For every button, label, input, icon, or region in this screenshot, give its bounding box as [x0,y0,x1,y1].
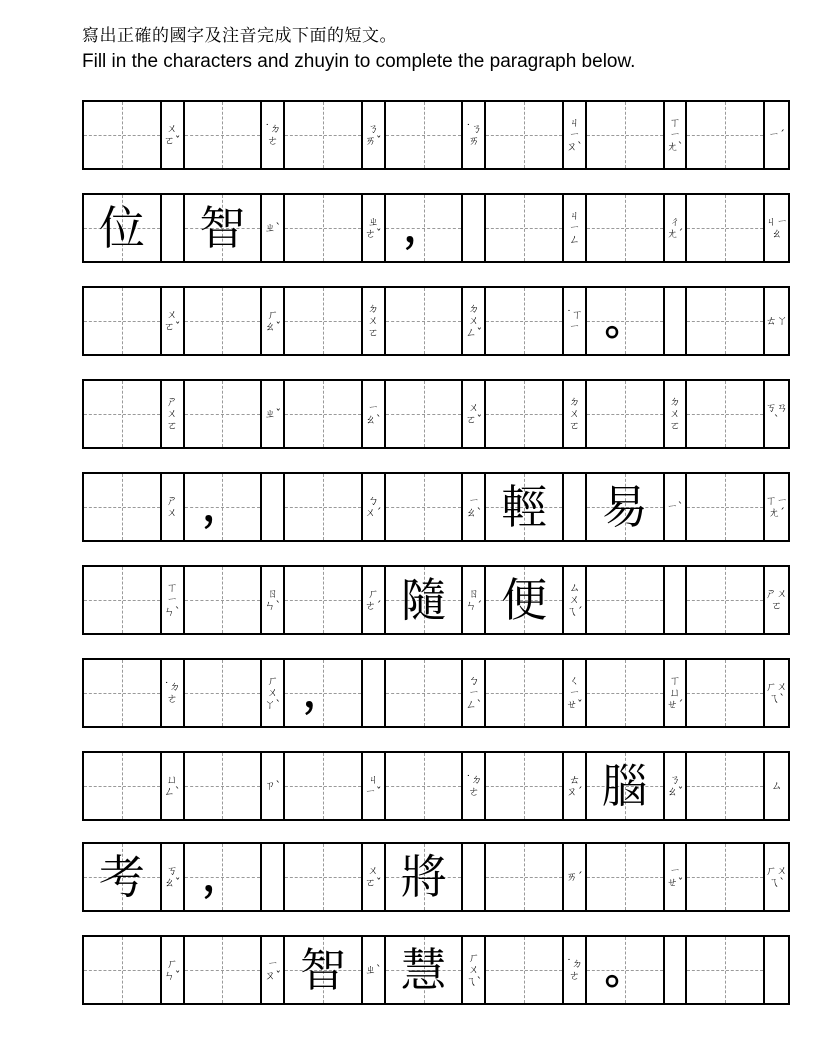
character-box[interactable] [84,288,160,354]
character-box[interactable] [285,753,361,819]
character-box[interactable] [486,381,562,447]
zhuyin-box[interactable] [461,288,486,354]
character-text: 。 [604,946,645,993]
character-text: 輕 [501,480,548,534]
zhuyin-box[interactable] [562,288,587,354]
zhuyin-text: ˙ㄉㄜ [264,122,281,147]
zhuyin-box[interactable] [663,288,688,354]
zhuyin-box[interactable] [260,288,285,354]
character-text: 考 [98,850,145,904]
character-box[interactable] [587,381,663,447]
character-box[interactable] [185,567,261,633]
zhuyin-box[interactable] [361,567,386,633]
zhuyin-text: ㄨㄛˇ [163,122,181,147]
zhuyin-box[interactable] [461,102,486,168]
character-box[interactable] [84,753,160,819]
zhuyin-box[interactable] [763,381,788,447]
zhuyin-text: ˙ㄒㄧ [566,308,583,333]
zhuyin-box[interactable] [260,753,285,819]
zhuyin-text: ㄖㄣˊ [465,587,483,612]
character-text [687,381,763,447]
character-text [285,474,361,540]
zhuyin-box[interactable] [461,567,486,633]
zhuyin-text: ㄏㄨㄟˋ [465,951,483,988]
character-box[interactable] [386,937,462,1003]
zhuyin-box[interactable] [461,937,486,1003]
character-box[interactable] [285,381,361,447]
character-text [285,567,361,633]
zhuyin-text: ㄖㄣˋ [264,587,281,612]
zhuyin-box[interactable] [160,753,185,819]
zhuyin-box[interactable] [461,844,486,910]
character-box[interactable] [185,195,261,261]
character-box[interactable] [285,660,361,726]
character-box[interactable] [486,102,562,168]
character-text [587,567,663,633]
zhuyin-text: ㄨㄛˇ [365,864,382,889]
zhuyin-text: ㄒㄧㄣˋ [163,581,181,618]
zhuyin-box[interactable] [461,660,486,726]
zhuyin-box[interactable] [763,474,788,540]
character-box[interactable] [386,381,462,447]
character-box[interactable] [386,474,462,540]
character-text: ， [403,204,444,251]
zhuyin-box[interactable] [562,195,587,261]
zhuyin-text: ㄨㄛˇ [465,401,483,426]
zhuyin-box[interactable] [562,844,587,910]
zhuyin-box[interactable] [763,753,788,819]
character-box[interactable] [587,937,663,1003]
character-text [687,474,763,540]
zhuyin-text: ㄗˋ [264,779,281,792]
grid-row [82,100,790,170]
character-box[interactable] [84,844,160,910]
zhuyin-text: ㄒㄧㄤˊ [765,494,788,519]
character-box[interactable] [486,844,562,910]
character-text [185,381,261,447]
character-box[interactable] [687,567,763,633]
character-text [687,102,763,168]
character-box[interactable] [687,844,763,910]
zhuyin-box[interactable] [361,288,386,354]
zhuyin-box[interactable] [260,844,285,910]
zhuyin-box[interactable] [260,381,285,447]
zhuyin-text: ㄐㄧㄠ [765,215,788,240]
character-box[interactable] [486,567,562,633]
zhuyin-box[interactable] [763,937,788,1003]
grid-row [82,193,790,263]
character-box[interactable] [285,102,361,168]
character-box[interactable] [285,195,361,261]
zhuyin-box[interactable] [663,753,688,819]
zhuyin-text: ㄕㄨㄛ [765,587,788,612]
zhuyin-text: ㄧㄝˇ [666,864,684,889]
zhuyin-text: ㄎㄢˋ [765,401,788,426]
character-text [84,567,160,633]
character-text [587,844,663,910]
zhuyin-text: ㄓˋ [264,221,281,234]
zhuyin-text: ㄕㄨ [166,494,178,519]
character-text [687,195,763,261]
zhuyin-box[interactable] [361,753,386,819]
character-text [587,381,663,447]
zhuyin-text: ㄞˊ [566,870,583,883]
character-text [687,660,763,726]
zhuyin-box[interactable] [160,844,185,910]
zhuyin-box[interactable] [260,937,285,1003]
zhuyin-text: ㄏㄣˇ [163,957,181,982]
character-box[interactable] [285,567,361,633]
character-text [486,381,562,447]
zhuyin-text: ㄙ [771,779,783,792]
character-text [185,753,261,819]
character-text [386,381,462,447]
character-box[interactable] [386,288,462,354]
character-text [687,567,763,633]
zhuyin-text: ㄎㄠˇ [163,864,181,889]
character-text [84,102,160,168]
zhuyin-box[interactable] [361,474,386,540]
character-box[interactable] [486,195,562,261]
zhuyin-box[interactable] [260,660,285,726]
zhuyin-box[interactable] [260,474,285,540]
character-text [185,288,261,354]
zhuyin-box[interactable] [663,474,688,540]
zhuyin-box[interactable] [361,937,386,1003]
character-text [587,660,663,726]
worksheet-header [82,24,635,74]
zhuyin-text: ˙ㄉㄜ [566,957,583,982]
zhuyin-box[interactable] [562,381,587,447]
character-text [687,844,763,910]
zhuyin-text: ㄏㄨㄟˋ [765,864,788,889]
character-box[interactable] [84,474,160,540]
zhuyin-text: ㄉㄨㄛ [367,302,379,339]
character-text [285,288,361,354]
character-box[interactable] [486,474,562,540]
character-box[interactable] [185,844,261,910]
zhuyin-box[interactable] [160,288,185,354]
zhuyin-box[interactable] [663,937,688,1003]
zhuyin-box[interactable] [461,474,486,540]
zhuyin-box[interactable] [361,102,386,168]
zhuyin-box[interactable] [461,753,486,819]
character-text [84,288,160,354]
zhuyin-box[interactable] [562,102,587,168]
character-box[interactable] [285,844,361,910]
character-text: ， [302,669,343,716]
zhuyin-box[interactable] [160,195,185,261]
zhuyin-box[interactable] [160,381,185,447]
zhuyin-text: ㄅㄨˊ [365,494,382,519]
zhuyin-text: ㄒㄧㄤˋ [666,116,684,153]
character-box[interactable] [84,937,160,1003]
character-box[interactable] [587,195,663,261]
grid-row [82,751,790,821]
character-text [486,753,562,819]
character-box[interactable] [687,288,763,354]
character-text [84,753,160,819]
character-box[interactable] [84,567,160,633]
character-box[interactable] [185,288,261,354]
character-box[interactable] [486,937,562,1003]
character-box[interactable] [84,381,160,447]
character-text [386,474,462,540]
zhuyin-box[interactable] [160,660,185,726]
zhuyin-text: ㄋㄠˇ [666,773,684,798]
character-box[interactable] [386,195,462,261]
zhuyin-text: ㄕㄨㄛ [166,395,178,432]
character-text [486,195,562,261]
character-text [687,937,763,1003]
zhuyin-text: ㄧㄠˋ [365,401,382,426]
zhuyin-box[interactable] [663,195,688,261]
zhuyin-box[interactable] [160,474,185,540]
character-text [84,660,160,726]
zhuyin-text: ㄙㄨㄟˊ [566,581,583,618]
character-box[interactable] [386,844,462,910]
zhuyin-box[interactable] [361,195,386,261]
character-text [285,381,361,447]
character-text [185,567,261,633]
character-text: ， [202,853,243,900]
character-text: 易 [601,480,648,534]
zhuyin-text: ㄧㄠˋ [465,494,483,519]
zhuyin-text: ˙ㄉㄜ [465,773,483,798]
character-box[interactable] [386,753,462,819]
zhuyin-text: ˙ㄋㄞ [465,122,483,147]
character-box[interactable] [587,753,663,819]
zhuyin-text: ㄒㄩㄝˊ [666,674,684,711]
character-text [185,937,261,1003]
zhuyin-box[interactable] [663,567,688,633]
character-box[interactable] [486,753,562,819]
character-box[interactable] [587,660,663,726]
zhuyin-box[interactable] [763,102,788,168]
zhuyin-box[interactable] [260,195,285,261]
character-box[interactable] [285,288,361,354]
instructions-chinese: 寫出正確的國字及注音完成下面的短文。 [82,26,397,46]
character-box[interactable] [185,753,261,819]
zhuyin-box[interactable] [260,567,285,633]
zhuyin-text: ㄉㄨㄛ [669,395,681,432]
character-box[interactable] [185,381,261,447]
grid-row [82,658,790,728]
zhuyin-text: ㄊㄚ [765,314,788,327]
grid-row [82,565,790,635]
zhuyin-text: ˙ㄉㄜ [163,680,181,705]
zhuyin-box[interactable] [361,381,386,447]
character-box[interactable] [285,474,361,540]
character-box[interactable] [386,102,462,168]
character-text [84,381,160,447]
character-text: 智 [299,943,346,997]
zhuyin-text: ㄧˋ [666,500,684,513]
character-box[interactable] [185,474,261,540]
zhuyin-text: ㄏㄠˇ [264,308,281,333]
zhuyin-text: ㄓˋ [365,963,382,976]
character-box[interactable] [386,660,462,726]
zhuyin-box[interactable] [562,937,587,1003]
zhuyin-box[interactable] [461,195,486,261]
zhuyin-box[interactable] [663,381,688,447]
grid-row [82,935,790,1005]
zhuyin-text: ㄓㄜˇ [365,215,382,240]
zhuyin-text: ㄊㄡˊ [566,773,583,798]
character-text [687,753,763,819]
zhuyin-text: ㄉㄨㄥˇ [465,302,483,339]
zhuyin-box[interactable] [461,381,486,447]
character-box[interactable] [386,567,462,633]
zhuyin-text: ㄏㄜˊ [365,587,382,612]
character-box[interactable] [185,660,261,726]
zhuyin-text: ㄉㄨㄛ [568,395,580,432]
zhuyin-text: ㄔㄤˊ [666,215,684,240]
zhuyin-box[interactable] [763,288,788,354]
zhuyin-box[interactable] [763,844,788,910]
character-box[interactable] [687,660,763,726]
zhuyin-box[interactable] [361,660,386,726]
character-text [84,937,160,1003]
zhuyin-box[interactable] [663,844,688,910]
zhuyin-text: ㄅㄧㄥˋ [465,674,483,711]
zhuyin-text: ㄐㄧㄥ [568,209,580,246]
grid-row [82,842,790,912]
character-text [587,102,663,168]
zhuyin-box[interactable] [361,844,386,910]
character-text [386,288,462,354]
character-box[interactable] [587,567,663,633]
zhuyin-box[interactable] [663,660,688,726]
zhuyin-text: ㄧˊ [768,128,785,141]
character-text: 腦 [601,759,648,813]
character-text [285,195,361,261]
character-box[interactable] [84,102,160,168]
character-box[interactable] [285,937,361,1003]
zhuyin-text: ㄏㄨㄟˋ [765,680,788,705]
character-text [285,844,361,910]
instructions-english: Fill in the characters and zhuyin to complete the paragraph below. [82,51,636,72]
character-text [185,660,261,726]
character-text [185,102,261,168]
character-box[interactable] [185,102,261,168]
character-text [285,753,361,819]
zhuyin-box[interactable] [562,660,587,726]
character-text [386,102,462,168]
zhuyin-box[interactable] [763,195,788,261]
character-box[interactable] [687,195,763,261]
character-text: 。 [604,297,645,344]
grid-row [82,379,790,449]
character-box[interactable] [587,474,663,540]
character-text [486,102,562,168]
character-box[interactable] [687,102,763,168]
zhuyin-text: ㄩㄥˋ [163,773,181,798]
zhuyin-text: ㄐㄧㄡˋ [566,116,583,153]
zhuyin-box[interactable] [562,474,587,540]
zhuyin-box[interactable] [763,660,788,726]
character-box[interactable] [687,474,763,540]
character-text [486,288,562,354]
zhuyin-box[interactable] [562,567,587,633]
character-box[interactable] [84,195,160,261]
character-text [486,660,562,726]
character-text: 便 [501,573,548,627]
zhuyin-box[interactable] [562,753,587,819]
character-box[interactable] [687,381,763,447]
character-box[interactable] [84,660,160,726]
character-text: 將 [400,850,447,904]
zhuyin-text: ㄓˇ [264,407,281,420]
character-text: 智 [199,201,246,255]
character-text [84,474,160,540]
grid-row [82,286,790,356]
character-text [587,195,663,261]
zhuyin-text: ㄐㄧˇ [365,773,382,798]
character-text [687,288,763,354]
zhuyin-text: ㄏㄨㄚˋ [264,674,281,711]
zhuyin-box[interactable] [663,102,688,168]
zhuyin-box[interactable] [160,102,185,168]
character-text: 隨 [400,573,447,627]
character-box[interactable] [587,288,663,354]
character-box[interactable] [486,660,562,726]
character-text: 位 [98,201,145,255]
zhuyin-box[interactable] [763,567,788,633]
zhuyin-box[interactable] [160,937,185,1003]
zhuyin-text: ㄨㄛˇ [163,308,181,333]
zhuyin-text: ㄧㄡˇ [264,957,281,982]
character-box[interactable] [185,937,261,1003]
character-text [486,937,562,1003]
character-text: 慧 [400,943,447,997]
character-box[interactable] [587,102,663,168]
character-text [386,753,462,819]
character-box[interactable] [687,937,763,1003]
zhuyin-box[interactable] [260,102,285,168]
character-box[interactable] [486,288,562,354]
character-text [285,102,361,168]
character-text: ， [202,483,243,530]
zhuyin-box[interactable] [160,567,185,633]
zhuyin-text: ㄋㄞˇ [365,122,382,147]
character-box[interactable] [687,753,763,819]
zhuyin-text: ㄑㄧㄝˇ [566,674,583,711]
character-text [386,660,462,726]
character-text [486,844,562,910]
character-box[interactable] [587,844,663,910]
grid-row [82,472,790,542]
